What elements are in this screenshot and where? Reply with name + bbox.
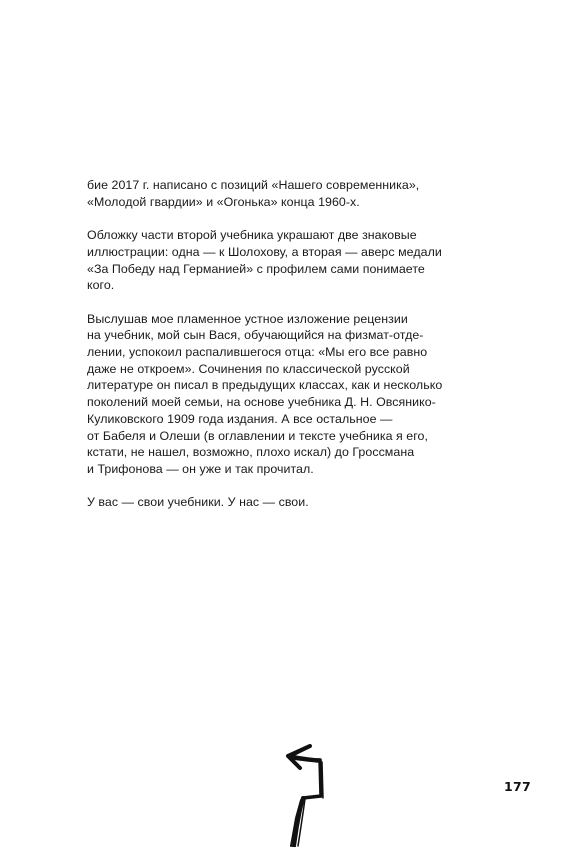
text-line: поколений моей семьи, на основе учебника Д. Н. Овсянико- xyxy=(87,395,436,410)
text-line: лении, успокоил распалившегося отца: «Мы его все равно xyxy=(87,345,428,359)
text-line: бие 2017 г. написано с позиций «Нашего современника», xyxy=(87,178,420,192)
text-line: и Трифонова — он уже и так прочитал. xyxy=(87,461,314,476)
text-line: Выслушав мое пламенное устное изложение рецензии xyxy=(87,311,408,326)
text-line: кого. xyxy=(87,278,115,293)
text-line: литературе он писал в предыдущих классах, как и несколько xyxy=(87,378,443,393)
text-line: «За Победу над Германией» с профилем сами понимаете xyxy=(87,261,425,276)
text-line: «Молодой гвардии» и «Огонька» конца 1960-х. xyxy=(87,194,360,209)
text-line: на учебник, мой сын Вася, обучающийся на физмат-отде- xyxy=(87,328,424,343)
text-line: даже не откроем». Сочинения по классической русской xyxy=(87,361,410,376)
text-line: У вас — свои учебники. У нас — свои. xyxy=(87,495,309,510)
text-line: иллюстрации: одна — к Шолохову, а вторая — аверс медали xyxy=(87,244,442,259)
paragraph-2 xyxy=(87,227,497,294)
paragraph-1 xyxy=(87,177,497,210)
text-line: Обложку части второй учебника украшают две знаковые xyxy=(87,228,417,243)
page-number: 177 xyxy=(504,779,531,794)
hand-drawn-return-arrow-icon xyxy=(270,738,340,847)
paragraph-4 xyxy=(87,494,497,511)
text-line: от Бабеля и Олеши (в оглавлении и тексте учебника я его, xyxy=(87,428,428,443)
text-line: кстати, не нашел, возможно, плохо искал) до Гроссмана xyxy=(87,445,415,460)
paragraph-3 xyxy=(87,311,497,478)
body-text xyxy=(87,177,497,528)
text-line: Куликовского 1909 года издания. А все остальное — xyxy=(87,411,393,426)
